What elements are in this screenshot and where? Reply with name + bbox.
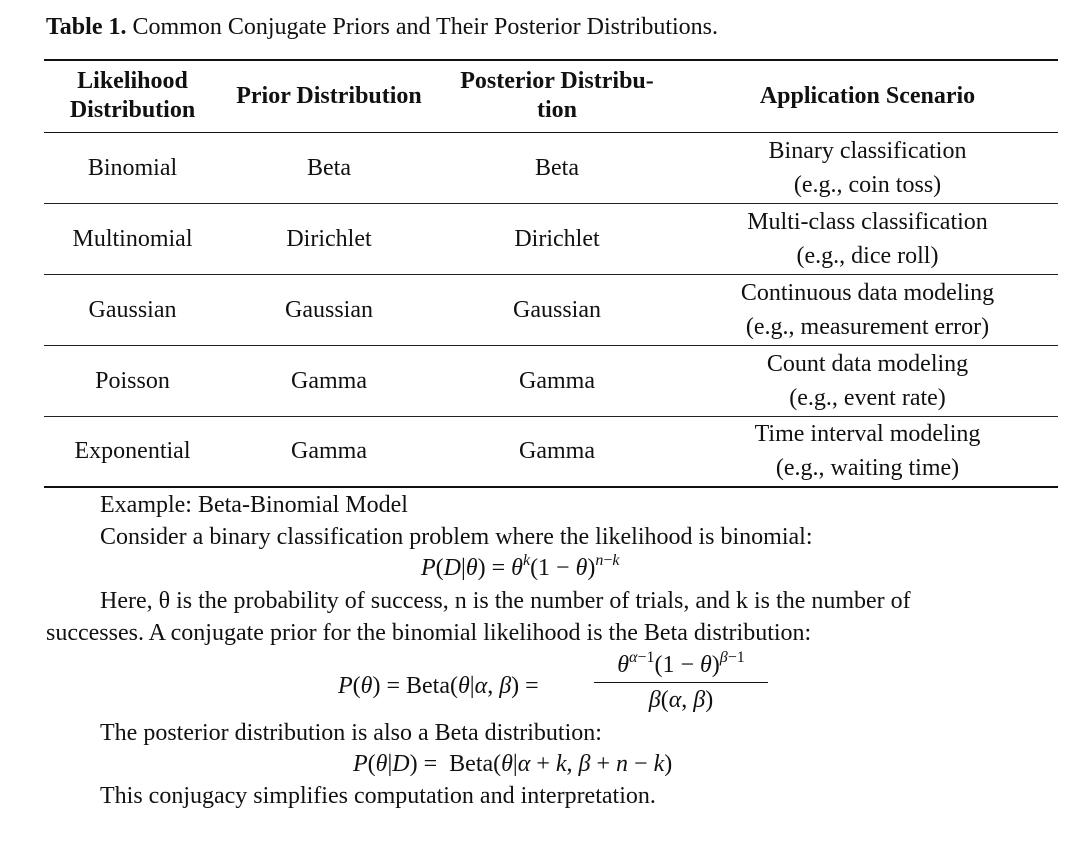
- table-caption: [46, 10, 718, 44]
- header-likelihood: Likelihood Distribution: [44, 60, 221, 132]
- cell-likelihood: Poisson: [44, 345, 221, 416]
- table-row: [44, 416, 1058, 487]
- here-paragraph-line2: successes. A conjugate prior for the binomial likelihood is the Beta distribution:: [46, 620, 812, 646]
- cell-application: Binary classification (e.g., coin toss): [677, 132, 1058, 203]
- cell-likelihood: Gaussian: [44, 274, 221, 345]
- table-header-row: [44, 60, 1058, 132]
- header-application: Application Scenario: [677, 60, 1058, 132]
- intro-paragraph: Consider a binary classification problem where the likelihood is binomial:: [100, 524, 813, 550]
- table-row: [44, 203, 1058, 274]
- cell-application: Continuous data modeling (e.g., measurement error): [677, 274, 1058, 345]
- cell-prior: Beta: [221, 132, 437, 203]
- cell-posterior: Gaussian: [437, 274, 677, 345]
- cell-prior: Gaussian: [221, 274, 437, 345]
- header-posterior: Posterior Distribu- tion: [437, 60, 677, 132]
- example-title: Example: Beta-Binomial Model: [100, 492, 408, 518]
- cell-likelihood: Multinomial: [44, 203, 221, 274]
- posterior-equation: P(θ|D) = Beta(θ|α + k, β + n − k): [353, 751, 673, 777]
- conclusion-paragraph: This conjugacy simplifies computation and interpretation.: [100, 783, 656, 809]
- cell-posterior: Gamma: [437, 345, 677, 416]
- prior-equation-fraction: [594, 650, 768, 717]
- table-row: [44, 274, 1058, 345]
- prior-equation-lhs: P(θ) = Beta(θ|α, β) =: [338, 673, 539, 699]
- cell-application: Count data modeling (e.g., event rate): [677, 345, 1058, 416]
- likelihood-equation: $P(D|\theta) = \theta^k(1 - \theta)^{n-k}$: [421, 552, 620, 581]
- cell-prior: Dirichlet: [221, 203, 437, 274]
- cell-prior: Gamma: [221, 345, 437, 416]
- cell-posterior: Dirichlet: [437, 203, 677, 274]
- cell-posterior: Gamma: [437, 416, 677, 487]
- cell-likelihood: Binomial: [44, 132, 221, 203]
- fraction-numerator: $\theta^{\alpha-1}(1 - \theta)^{\beta-1}$: [594, 650, 768, 683]
- table-row: [44, 345, 1058, 416]
- fraction-denominator: β(α, β): [648, 687, 714, 713]
- header-prior: Prior Distribution: [221, 60, 437, 132]
- table-caption-text: Common Conjugate Priors and Their Posterior Distributions.: [132, 14, 719, 40]
- cell-likelihood: Exponential: [44, 416, 221, 487]
- cell-prior: Gamma: [221, 416, 437, 487]
- table-row: [44, 132, 1058, 203]
- here-paragraph-line1: Here, θ is the probability of success, n is the number of trials, and k is the number of: [100, 588, 911, 614]
- cell-posterior: Beta: [437, 132, 677, 203]
- table-caption-label: Table 1.: [46, 14, 127, 40]
- cell-application: Multi-class classification (e.g., dice roll): [677, 203, 1058, 274]
- posterior-intro: The posterior distribution is also a Beta distribution:: [100, 720, 602, 746]
- cell-application: Time interval modeling (e.g., waiting time): [677, 416, 1058, 487]
- conjugate-priors-table: [44, 59, 1058, 488]
